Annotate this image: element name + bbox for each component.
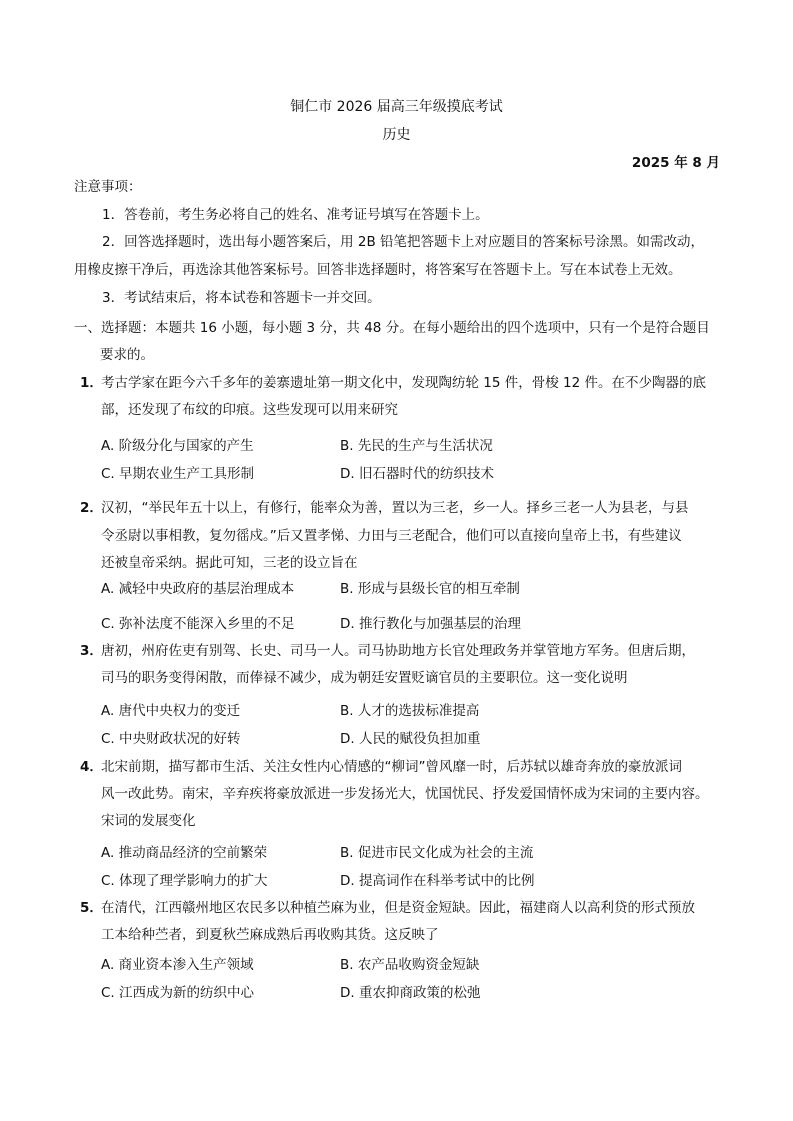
option-c: C. 弥补法度不能深入乡里的不足 [101, 616, 295, 632]
notice-item: 3．考试结束后，将本试卷和答题卡一并交回。 [102, 290, 381, 306]
option-d: D. 推行教化与加强基层的治理 [340, 616, 521, 632]
question-number: 5． [80, 900, 103, 916]
option-b: B. 形成与县级长官的相互牵制 [340, 581, 520, 597]
question-number: 3． [80, 643, 103, 659]
option-a: A. 商业资本渗入生产领域 [101, 957, 254, 973]
question-number: 2． [80, 500, 103, 516]
option-b: B. 促进市民文化成为社会的主流 [340, 845, 534, 861]
option-c: C. 体现了理学影响力的扩大 [101, 873, 268, 889]
exam-subject: 历史 [382, 127, 411, 143]
question-number: 4． [80, 759, 103, 775]
option-d: D. 提高词作在科举考试中的比例 [340, 873, 535, 889]
exam-date: 2025 年 8 月 [631, 155, 720, 171]
option-a: A. 唐代中央权力的变迁 [101, 703, 241, 719]
question-stem: 汉初，“举民年五十以上，有修行，能率众为善，置以为三老，乡一人。择乡三老一人为县老，与县 [101, 500, 689, 516]
question-stem: 司马的职务变得闲散，而俸禄不减少，成为朝廷安置贬谪官员的主要职位。这一变化说明 [101, 670, 628, 686]
notice-item: 1．答卷前，考生务必将自己的姓名、准考证号填写在答题卡上。 [102, 207, 489, 223]
option-d: D. 旧石器时代的纺织技术 [340, 466, 494, 482]
option-d: D. 重农抑商政策的松弛 [340, 985, 481, 1001]
question-stem: 部，还发现了布纹的印痕。这些发现可以用来研究 [101, 402, 398, 418]
question-stem: 考古学家在距今六千多年的姜寨遗址第一期文化中，发现陶纺轮 15 件，骨梭 12 件。在不少陶器的底 [101, 375, 707, 391]
question-stem: 还被皇帝采纳。据此可知，三老的设立旨在 [101, 555, 358, 571]
option-a: A. 阶级分化与国家的产生 [101, 438, 254, 454]
question-stem: 北宋前期，描写都市生活、关注女性内心情感的“柳词”曾风靡一时，后苏轼以雄奇奔放的豪放派词 [101, 759, 682, 775]
question-stem: 在清代，江西赣州地区农民多以种植苎麻为业，但是资金短缺。因此，福建商人以高利贷的形式预放 [101, 900, 695, 916]
option-a: A. 推动商品经济的空前繁荣 [101, 845, 268, 861]
section-heading: 一、选择题：本题共 16 小题，每小题 3 分，共 48 分。在每小题给出的四个选项中，只有一个是符合题目 [74, 320, 710, 336]
option-d: D. 人民的赋役负担加重 [340, 731, 481, 747]
option-b: B. 先民的生产与生活状况 [340, 438, 493, 454]
option-c: C. 早期农业生产工具形制 [101, 466, 255, 482]
notice-item: 2．回答选择题时，选出每小题答案后，用 2B 铅笔把答题卡上对应题目的答案标号涂黑。如需改动， [102, 234, 705, 250]
option-c: C. 江西成为新的纺织中心 [101, 985, 255, 1001]
question-stem: 唐初，州府佐吏有别驾、长史、司马一人。司马协助地方长官处理政务并掌管地方军务。但唐后期， [101, 643, 695, 659]
option-c: C. 中央财政状况的好转 [101, 731, 241, 747]
notice-heading: 注意事项： [74, 179, 142, 195]
option-b: B. 农产品收购资金短缺 [340, 957, 480, 973]
notice-item: 用橡皮擦干净后，再选涂其他答案标号。回答非选择题时，将答案写在答题卡上。写在本试卷上无效。 [74, 262, 682, 278]
option-b: B. 人才的选拔标准提高 [340, 703, 480, 719]
question-stem: 工本给种苎者，到夏秋苎麻成熟后再收购其货。这反映了 [101, 927, 439, 943]
question-number: 1． [80, 375, 103, 391]
question-stem: 宋词的发展变化 [101, 813, 196, 829]
section-heading: 要求的。 [100, 347, 154, 363]
question-stem: 令丞尉以事相教，复勿徭戍。”后又置孝悌、力田与三老配合，他们可以直接向皇帝上书，有些建议 [101, 528, 682, 544]
question-stem: 风一改此势。南宋，辛弃疾将豪放派进一步发扬光大，忧国忧民、抒发爱国情怀成为宋词的主要内容。 [101, 786, 709, 802]
option-a: A. 减轻中央政府的基层治理成本 [101, 581, 295, 597]
exam-title: 铜仁市 2026 届高三年级摸底考试 [290, 99, 503, 115]
